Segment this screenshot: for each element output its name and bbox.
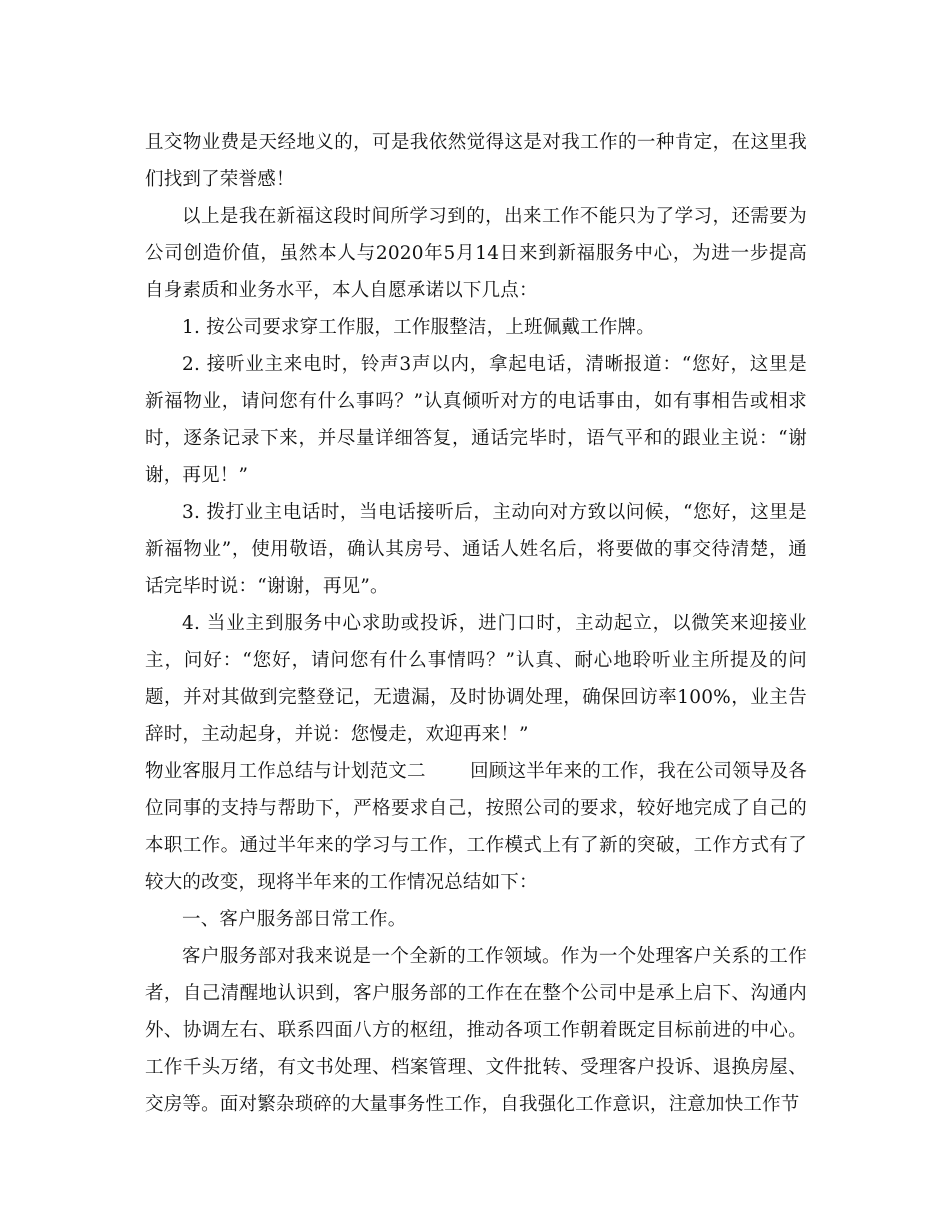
- commitment-item-4: 4. 当业主到服务中心求助或投诉，进门口时，主动起立，以微笑来迎接业主，问好：“您好，请问您有什么事情吗？”认真、耐心地聆听业主所提及的问题，并对其做到完整登记，无遗漏，及时协调处理，确保回访率100%，业主告辞时，主动起身，并说：您慢走，欢迎再来！”: [145, 613, 807, 745]
- heading-customer-service: 一、客户服务部日常工作。: [182, 909, 407, 930]
- section-title: 物业客服月工作总结与计划范文二: [145, 761, 426, 782]
- section-intro: 回顾这半年来的工作，我在公司领导及各位同事的支持与帮助下，严格要求自己，按照公司的要求，较好地完成了自己的本职工作。通过半年来的学习与工作，工作模式上有了新的突破，工作方式有了较大的改变，现将半年来的工作情况总结如下：: [145, 761, 807, 893]
- commitment-item-1: 1. 按公司要求穿工作服，工作服整洁，上班佩戴工作牌。: [182, 317, 655, 338]
- paragraph-continuation: 且交物业费是天经地义的，可是我依然觉得这是对我工作的一种肯定，在这里我们找到了荣誉感！: [145, 132, 807, 190]
- document-body: [145, 124, 807, 1123]
- paragraph-customer-service: 客户服务部对我来说是一个全新的工作领域。作为一个处理客户关系的工作者，自己清醒地认识到，客户服务部的工作在在整个公司中是承上启下、沟通内外、协调左右、联系四面八方的枢纽，推动各项工作朝着既定目标前进的中心。工作千头万绪，有文书处理、档案管理、文件批转、受理客户投诉、退换房屋、交房等。面对繁杂琐碎的大量事务性工作，自我强化工作意识，注意加快工作节: [145, 946, 807, 1115]
- section-paragraph: [145, 753, 807, 901]
- paragraph-commitment-intro: 以上是我在新福这段时间所学习到的，出来工作不能只为了学习，还需要为公司创造价值，虽然本人与2020年5月14日来到新福服务中心，为进一步提高自身素质和业务水平，本人自愿承诺以下几点：: [145, 206, 807, 301]
- commitment-item-3: 3. 拨打业主电话时，当电话接听后，主动向对方致以问候，“您好，这里是新福物业”，使用敬语，确认其房号、通话人姓名后，将要做的事交待清楚，通话完毕时说：“谢谢，再见”。: [145, 502, 807, 597]
- commitment-item-2: 2. 接听业主来电时，铃声3声以内，拿起电话，清晰报道：“您好，这里是新福物业，请问您有什么事吗？”认真倾听对方的电话事由，如有事相告或相求时，逐条记录下来，并尽量详细答复，通话完毕时，语气平和的跟业主说：“谢谢，再见！”: [145, 354, 807, 486]
